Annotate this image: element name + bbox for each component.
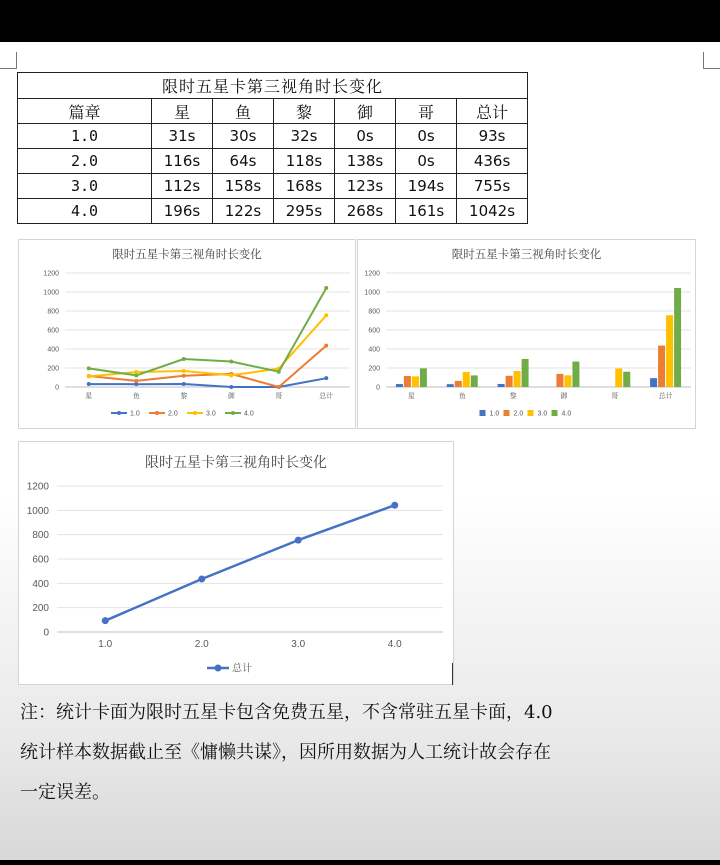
column-header: 篇章 — [18, 99, 152, 124]
legend-label: 总计 — [232, 663, 252, 675]
x-tick-label: 哥 — [611, 393, 619, 400]
column-header: 鱼 — [213, 99, 274, 124]
data-point — [182, 369, 186, 373]
y-tick-label: 800 — [47, 308, 59, 316]
table-title: 限时五星卡第三视角时长变化 — [18, 73, 528, 99]
table-cell: 138s — [335, 149, 396, 174]
bar — [650, 378, 657, 387]
data-point — [324, 376, 328, 380]
data-point — [102, 617, 109, 624]
bar — [623, 372, 630, 387]
data-point — [324, 313, 328, 317]
page-corner-mark-right — [703, 52, 720, 69]
chart-title: 限时五星卡第三视角时长变化 — [112, 249, 262, 261]
bar — [447, 384, 454, 387]
table-cell: 268s — [335, 199, 396, 224]
table-cell: 0s — [335, 124, 396, 149]
x-tick-label: 总计 — [319, 393, 334, 400]
table-header-row — [18, 99, 528, 124]
x-tick-label: 黎 — [509, 393, 517, 400]
y-tick-label: 200 — [32, 603, 49, 615]
bar — [615, 369, 622, 387]
bar — [658, 346, 665, 387]
y-tick-label: 800 — [32, 530, 49, 542]
table-cell: 93s — [457, 124, 528, 149]
note-paragraph — [20, 700, 710, 805]
table-cell: 2.0 — [18, 149, 152, 174]
page-corner-mark-left — [0, 52, 17, 69]
bar — [674, 288, 681, 387]
y-tick-label: 200 — [47, 365, 59, 373]
legend-label: 2.0 — [168, 410, 178, 418]
x-tick-label: 鱼 — [458, 393, 466, 400]
bar — [498, 384, 505, 387]
column-header: 哥 — [396, 99, 457, 124]
bar — [471, 375, 478, 387]
table-cell: 123s — [335, 174, 396, 199]
data-point — [295, 537, 302, 544]
table-row — [18, 199, 528, 224]
table-cell: 112s — [152, 174, 213, 199]
data-point — [277, 370, 281, 374]
y-tick-label: 400 — [47, 346, 59, 354]
data-point — [229, 373, 233, 377]
y-tick-label: 600 — [47, 327, 59, 335]
data-point — [229, 360, 233, 364]
data-point — [182, 374, 186, 378]
data-point — [324, 344, 328, 348]
note-line: 统计样本数据截止至《慵懒共谋》，因所用数据为人工统计故会存在 — [20, 742, 551, 763]
data-point — [87, 382, 91, 386]
table-cell: 436s — [457, 149, 528, 174]
legend-swatch — [552, 410, 558, 416]
chart-title: 限时五星卡第三视角时长变化 — [451, 249, 602, 261]
table-cell: 122s — [213, 199, 274, 224]
y-tick-label: 1200 — [43, 270, 59, 278]
table-cell: 30s — [213, 124, 274, 149]
x-tick-label: 星 — [85, 393, 93, 400]
y-tick-label: 1000 — [364, 289, 380, 297]
table-cell: 1.0 — [18, 124, 152, 149]
table-cell: 0s — [396, 124, 457, 149]
legend-label: 4.0 — [244, 410, 254, 418]
bar — [572, 362, 579, 387]
table-row — [18, 124, 528, 149]
table-cell: 755s — [457, 174, 528, 199]
column-header: 御 — [335, 99, 396, 124]
note-line: 注：统计卡面为限时五星卡包含免费五星，不含常驻五星卡面，4.0 — [20, 702, 553, 723]
data-point — [391, 502, 398, 509]
y-tick-label: 400 — [368, 346, 380, 354]
y-tick-label: 1200 — [364, 270, 380, 278]
bar — [396, 384, 403, 387]
table-cell: 3.0 — [18, 174, 152, 199]
series-line — [105, 505, 395, 621]
table-cell: 116s — [152, 149, 213, 174]
x-tick-label: 1.0 — [98, 639, 113, 650]
series-line — [89, 315, 326, 376]
legend-label: 2.0 — [513, 410, 524, 418]
x-tick-label: 鱼 — [132, 393, 140, 400]
legend-marker — [193, 411, 197, 415]
table-row — [18, 174, 528, 199]
data-point — [134, 379, 138, 383]
legend-label: 4.0 — [561, 410, 572, 418]
column-header: 黎 — [274, 99, 335, 124]
table-cell: 64s — [213, 149, 274, 174]
bar — [463, 372, 470, 387]
table-cell: 31s — [152, 124, 213, 149]
table-cell: 118s — [274, 149, 335, 174]
table-cell: 196s — [152, 199, 213, 224]
table-cell: 158s — [213, 174, 274, 199]
data-point — [198, 575, 205, 582]
legend-label: 3.0 — [206, 410, 216, 418]
text-cursor — [452, 663, 453, 685]
data-point — [324, 286, 328, 290]
legend-marker — [231, 411, 235, 415]
bar — [556, 374, 563, 387]
table-cell: 32s — [274, 124, 335, 149]
series-line — [89, 288, 326, 375]
data-point — [87, 366, 91, 370]
chart-title: 限时五星卡第三视角时长变化 — [145, 454, 327, 470]
data-point — [182, 357, 186, 361]
y-tick-label: 800 — [368, 308, 380, 316]
y-tick-label: 400 — [32, 578, 49, 590]
bar — [420, 368, 427, 387]
table-cell: 0s — [396, 149, 457, 174]
bar — [404, 376, 411, 387]
legend-swatch — [504, 410, 510, 416]
line-chart-total — [18, 441, 454, 685]
x-tick-label: 星 — [407, 393, 415, 400]
bar — [506, 376, 513, 387]
bar — [666, 315, 673, 387]
x-tick-label: 御 — [560, 393, 568, 400]
bar — [514, 371, 521, 387]
y-tick-label: 0 — [376, 384, 380, 392]
data-point — [134, 373, 138, 377]
y-tick-label: 1200 — [26, 481, 49, 493]
table-cell: 1042s — [457, 199, 528, 224]
table-cell: 295s — [274, 199, 335, 224]
legend-marker — [117, 411, 121, 415]
table-cell: 168s — [274, 174, 335, 199]
table-cell: 161s — [396, 199, 457, 224]
bar — [522, 359, 529, 387]
table-cell: 4.0 — [18, 199, 152, 224]
x-tick-label: 3.0 — [291, 639, 306, 650]
data-point — [182, 382, 186, 386]
table-cell: 194s — [396, 174, 457, 199]
y-tick-label: 0 — [55, 384, 59, 392]
x-tick-label: 总计 — [658, 393, 673, 400]
column-header: 总计 — [457, 99, 528, 124]
duration-table — [17, 72, 528, 224]
table-row — [18, 149, 528, 174]
data-point — [277, 385, 281, 389]
y-tick-label: 0 — [43, 627, 49, 639]
bar — [412, 376, 419, 387]
data-point — [229, 385, 233, 389]
y-tick-label: 600 — [32, 554, 49, 566]
legend-label: 1.0 — [489, 410, 500, 418]
data-point — [87, 374, 91, 378]
bar-chart-by-character — [357, 239, 696, 429]
legend-label: 1.0 — [130, 410, 140, 418]
legend-marker — [215, 665, 222, 672]
y-tick-label: 1000 — [26, 505, 49, 517]
legend-swatch — [480, 410, 486, 416]
x-tick-label: 黎 — [180, 393, 188, 400]
x-tick-label: 4.0 — [387, 639, 402, 650]
x-tick-label: 哥 — [275, 393, 283, 400]
y-tick-label: 200 — [368, 365, 380, 373]
line-chart-by-character — [18, 239, 356, 429]
x-tick-label: 2.0 — [194, 639, 209, 650]
x-tick-label: 御 — [227, 393, 235, 400]
note-line: 一定误差。 — [20, 782, 110, 803]
y-tick-label: 1000 — [43, 289, 59, 297]
legend-label: 3.0 — [537, 410, 548, 418]
bar — [455, 381, 462, 387]
legend-marker — [155, 411, 159, 415]
column-header: 星 — [152, 99, 213, 124]
data-point — [134, 370, 138, 374]
legend-swatch — [528, 410, 534, 416]
bar — [564, 375, 571, 387]
y-tick-label: 600 — [368, 327, 380, 335]
